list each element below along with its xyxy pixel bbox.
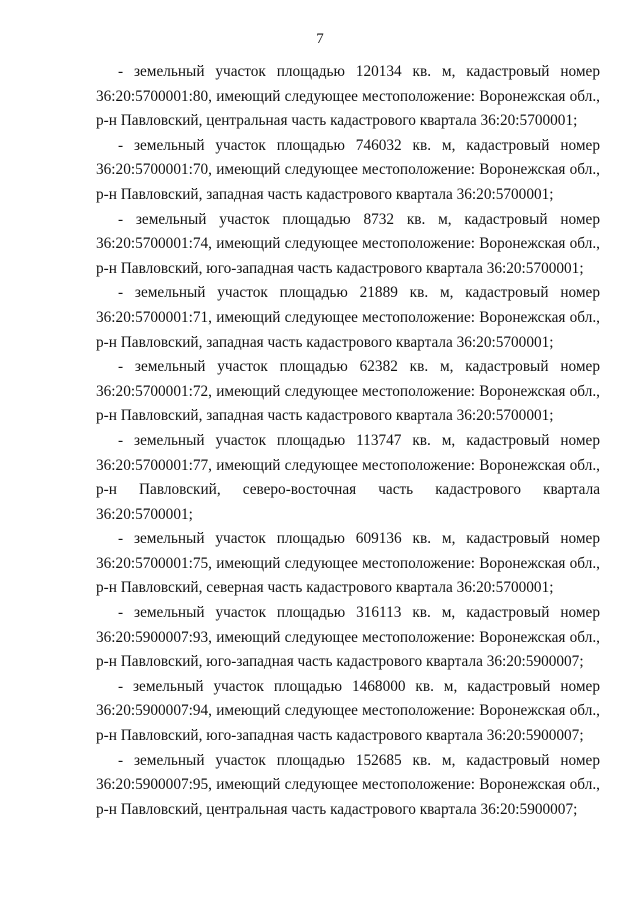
list-item: - земельный участок площадью 1468000 кв. м, кадастровый номер 36:20:5900007:94, имеющий следующее местоположение: Воронежская обл., р-н Павловский, юго-западная часть кадастрового квартала 36:20:5900007; <box>96 677 600 745</box>
list-item: - земельный участок площадью 746032 кв. м, кадастровый номер 36:20:5700001:70, имеющий следующее местоположение: Воронежская обл., р-н Павловский, западная часть кадастрового квартала 36:20:5700001; <box>96 136 600 203</box>
list-item: - земельный участок площадью 316113 кв. м, кадастровый номер 36:20:5900007:93, имеющий следующее местоположение: Воронежская обл., р-н Павловский, юго-западная часть кадастрового квартала 36:20:5900007; <box>96 604 600 671</box>
list-item: - земельный участок площадью 113747 кв. м, кадастровый номер 36:20:5700001:77, имеющий следующее местоположение: Воронежская обл., р-н Павловский, северо-восточная часть кадастрового квартала 36:20:5700001; <box>96 431 600 523</box>
list-item: - земельный участок площадью 62382 кв. м, кадастровый номер 36:20:5700001:72, имеющий следующее местоположение: Воронежская обл., р-н Павловский, западная часть кадастрового квартала 36:20:5700001; <box>96 358 600 425</box>
list-item: - земельный участок площадью 152685 кв. м, кадастровый номер 36:20:5900007:95, имеющий следующее местоположение: Воронежская обл., р-н Павловский, центральная часть кадастрового квартала 36:20:5900007; <box>96 751 600 818</box>
list-item: - земельный участок площадью 21889 кв. м, кадастровый номер 36:20:5700001:71, имеющий следующее местоположение: Воронежская обл., р-н Павловский, западная часть кадастрового квартала 36:20:5700001; <box>96 284 600 351</box>
list-item: - земельный участок площадью 8732 кв. м, кадастровый номер 36:20:5700001:74, имеющий следующее местоположение: Воронежская обл., р-н Павловский, юго-западная часть кадастрового квартала 36:20:5700001; <box>96 210 600 277</box>
list-item: - земельный участок площадью 120134 кв. м, кадастровый номер 36:20:5700001:80, имеющий следующее местоположение: Воронежская обл., р-н Павловский, центральная часть кадастрового квартала 36:20:5700001; <box>96 63 600 130</box>
land-plot-list <box>96 60 600 822</box>
page-number: 7 <box>316 31 324 47</box>
list-item: - земельный участок площадью 609136 кв. м, кадастровый номер 36:20:5700001:75, имеющий следующее местоположение: Воронежская обл., р-н Павловский, северная часть кадастрового квартала 36:20:5700001; <box>96 530 600 597</box>
